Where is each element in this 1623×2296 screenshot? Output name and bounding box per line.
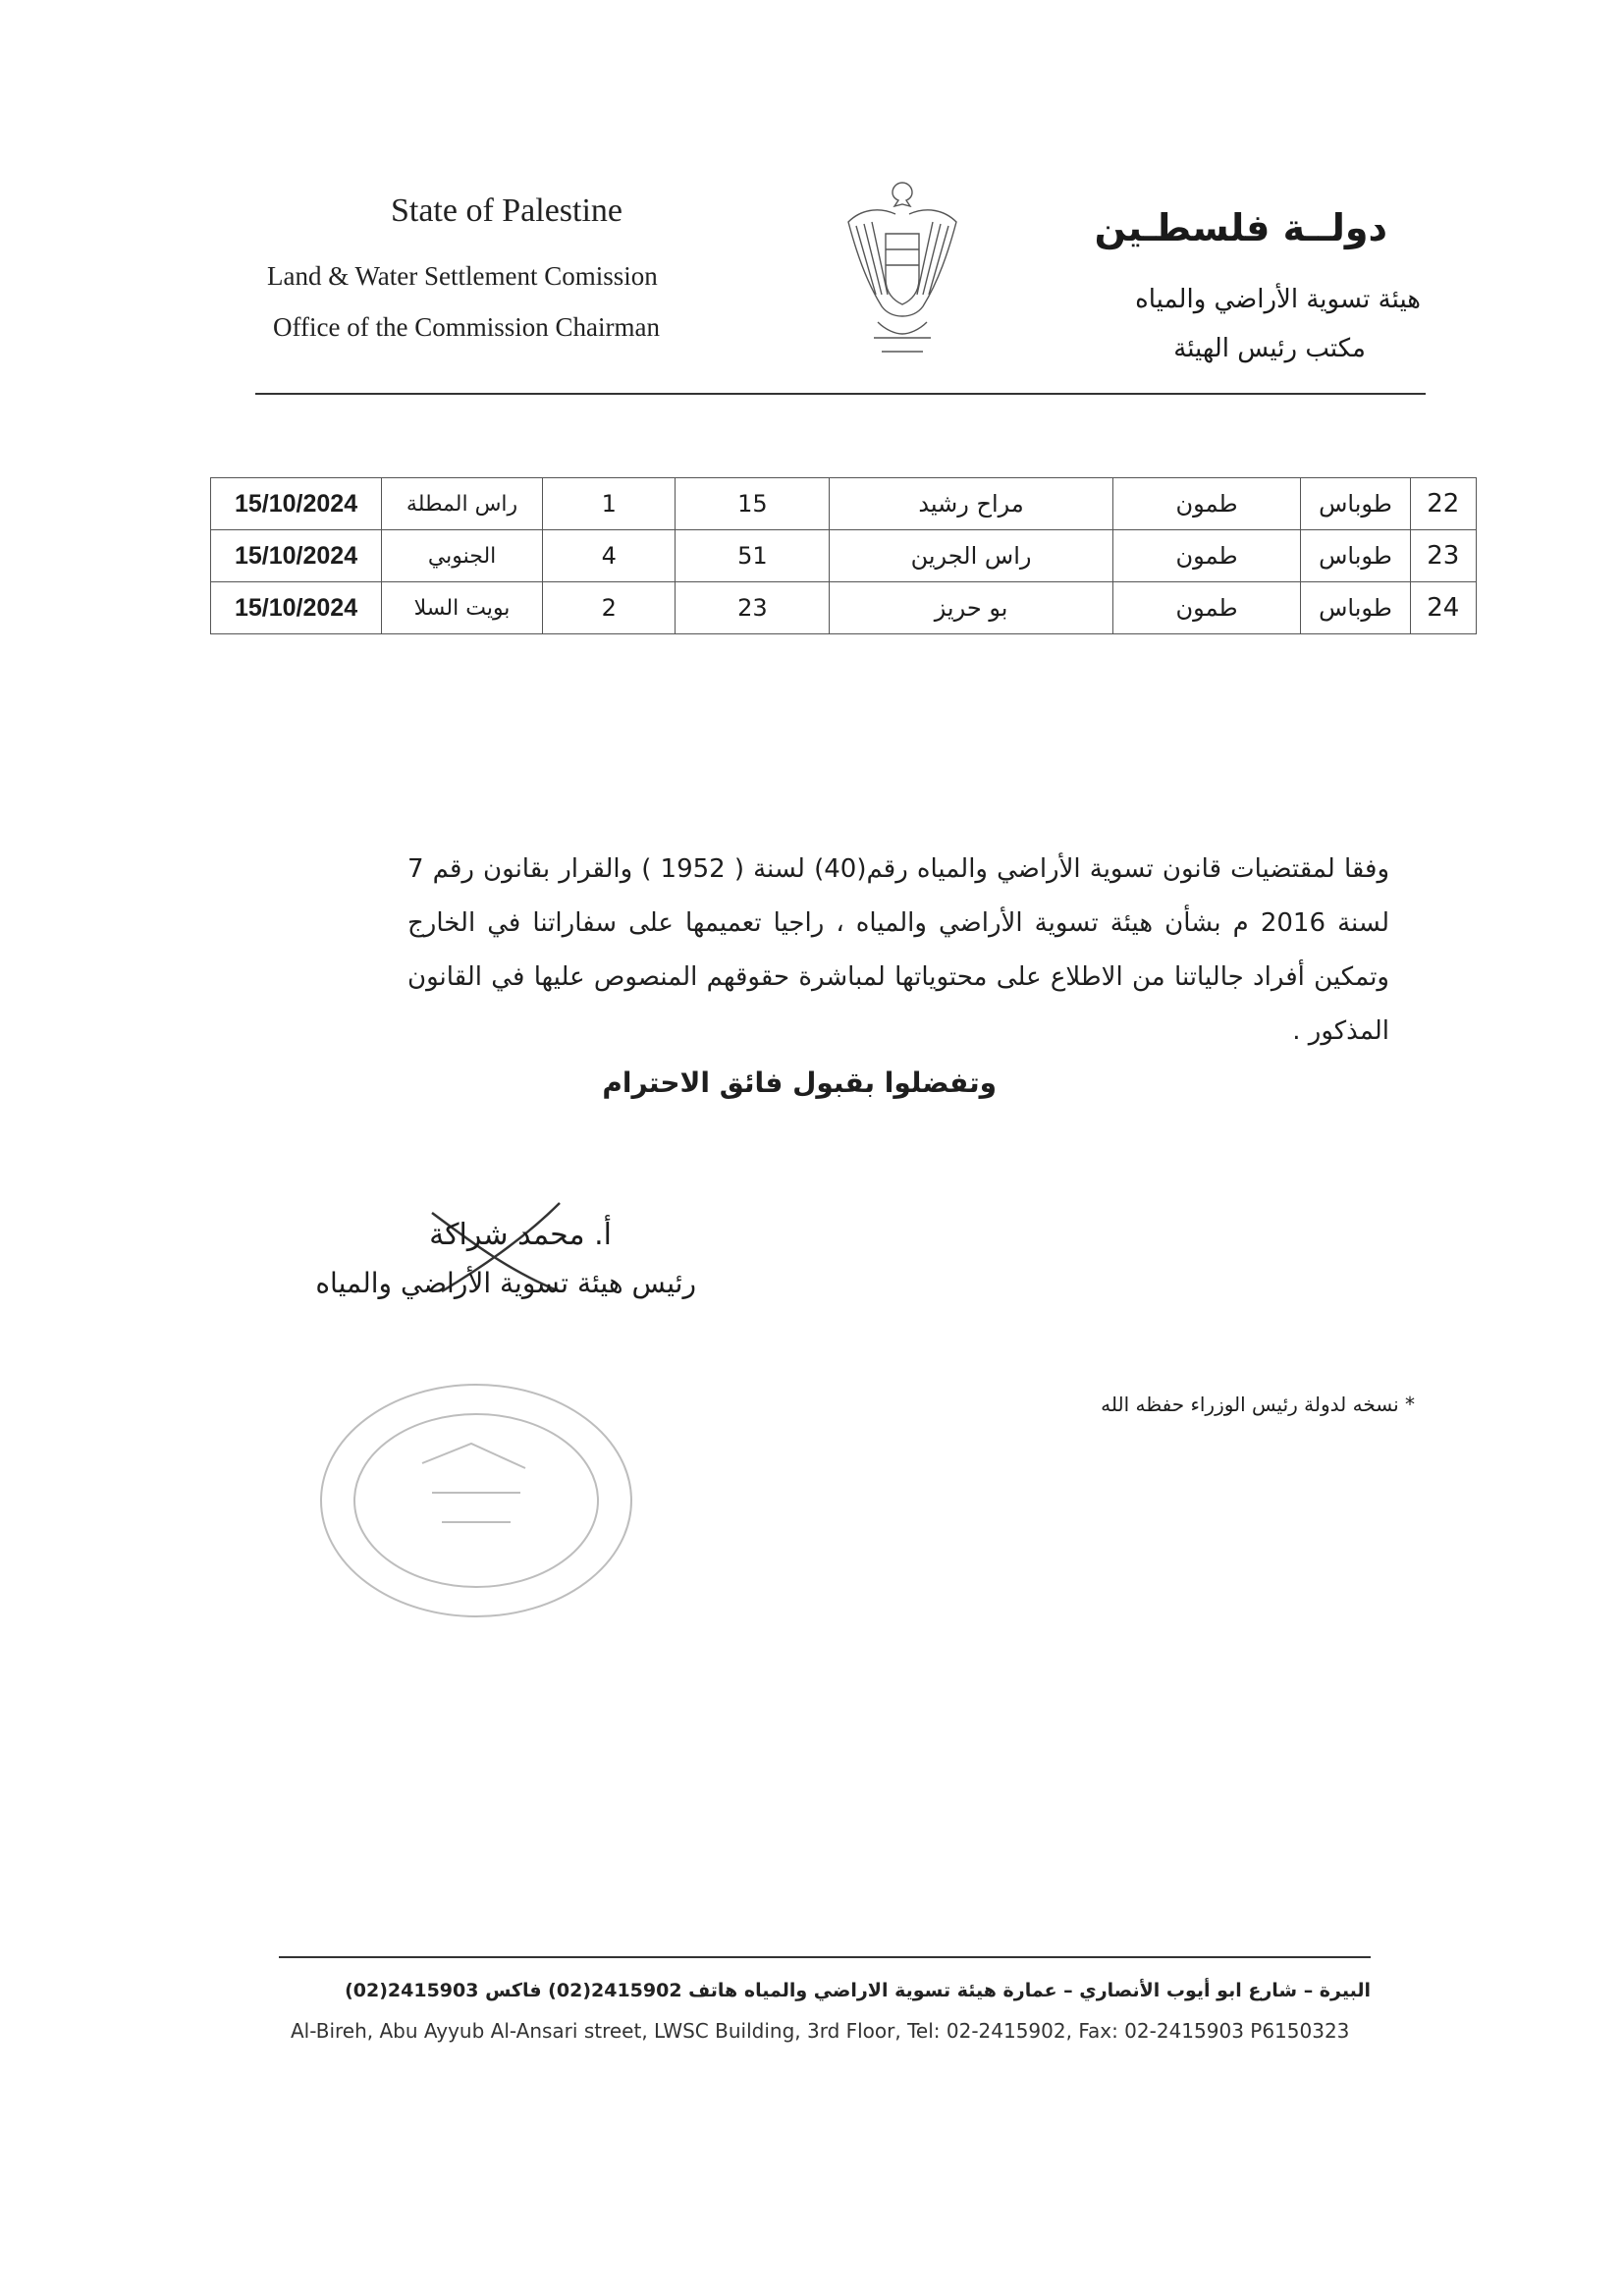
governorate-cell: طوباس <box>1301 582 1410 634</box>
table-row <box>211 582 1477 634</box>
location-cell: راس المطلة <box>382 478 543 530</box>
basin-number-cell: 15 <box>676 478 830 530</box>
signer-title: رئيس هيئة تسوية الأراضي والمياه <box>315 1267 696 1299</box>
row-number: 24 <box>1410 582 1476 634</box>
town-cell: طمون <box>1112 582 1301 634</box>
english-state-title: State of Palestine <box>390 192 623 229</box>
basin-number-cell: 51 <box>676 530 830 582</box>
letter-paragraph: وفقا لمقتضيات قانون تسوية الأراضي والمياه رقم(40) لسنة ( 1952 ) والقرار بقانون رقم 7 لسنة 2016 م بشأن هيئة تسوية الأراضي والمياه ، راجيا تعميمها على سفاراتنا في الخارج وتمكين أفراد جالياتنا من الاطلاع على محتوياتها لمباشرة حقوقهم المنصوص عليها في القانون المذكور . <box>407 854 1390 1046</box>
date-cell: 15/10/2024 <box>211 478 382 530</box>
governorate-cell: طوباس <box>1301 530 1410 582</box>
site-name-cell: مراح رشيد <box>830 478 1112 530</box>
arabic-office-name: مكتب رئيس الهيئة <box>1173 334 1366 363</box>
table-row <box>211 530 1477 582</box>
land-parcels-table <box>210 477 1477 634</box>
site-name-cell: بو حريز <box>830 582 1112 634</box>
location-cell: بويت السلا <box>382 582 543 634</box>
signer-name: أ. محمد شراكة <box>429 1218 612 1252</box>
parcel-number-cell: 1 <box>543 478 676 530</box>
date-cell: 15/10/2024 <box>211 530 382 582</box>
palestine-eagle-emblem-icon <box>839 165 966 361</box>
basin-number-cell: 23 <box>676 582 830 634</box>
parcel-number-cell: 2 <box>543 582 676 634</box>
english-commission-name: Land & Water Settlement Comission <box>267 261 658 291</box>
footer-english-address: Al-Bireh, Abu Ayyub Al-Ansari street, LWSC Building, 3rd Floor, Tel: 02-2415902, Fax: 02-2415903 P6150323 <box>291 2019 1350 2043</box>
row-number: 22 <box>1410 478 1476 530</box>
table-row <box>211 478 1477 530</box>
arabic-commission-name: هيئة تسوية الأراضي والمياه <box>1135 285 1421 314</box>
parcel-number-cell: 4 <box>543 530 676 582</box>
closing-salutation: وتفضلوا بقبول فائق الاحترام <box>602 1066 997 1099</box>
arabic-state-title: دولــة فلسطـين <box>1094 206 1387 249</box>
location-cell: الجنوبي <box>382 530 543 582</box>
town-cell: طمون <box>1112 530 1301 582</box>
town-cell: طمون <box>1112 478 1301 530</box>
official-seal-stamp <box>304 1365 658 1630</box>
site-name-cell: راس الجرين <box>830 530 1112 582</box>
header-divider <box>255 393 1426 395</box>
row-number: 23 <box>1410 530 1476 582</box>
english-office-name: Office of the Commission Chairman <box>273 312 660 342</box>
copy-recipient-note: * نسخه لدولة رئيس الوزراء حفظه الله <box>1101 1393 1415 1416</box>
footer-divider <box>279 1956 1371 1958</box>
footer-arabic-address: البيرة – شارع ابو أيوب الأنصاري – عمارة هيئة تسوية الاراضي والمياه هاتف 2415902(02) فاكس 2415903(02) <box>345 1980 1371 2001</box>
governorate-cell: طوباس <box>1301 478 1410 530</box>
date-cell: 15/10/2024 <box>211 582 382 634</box>
